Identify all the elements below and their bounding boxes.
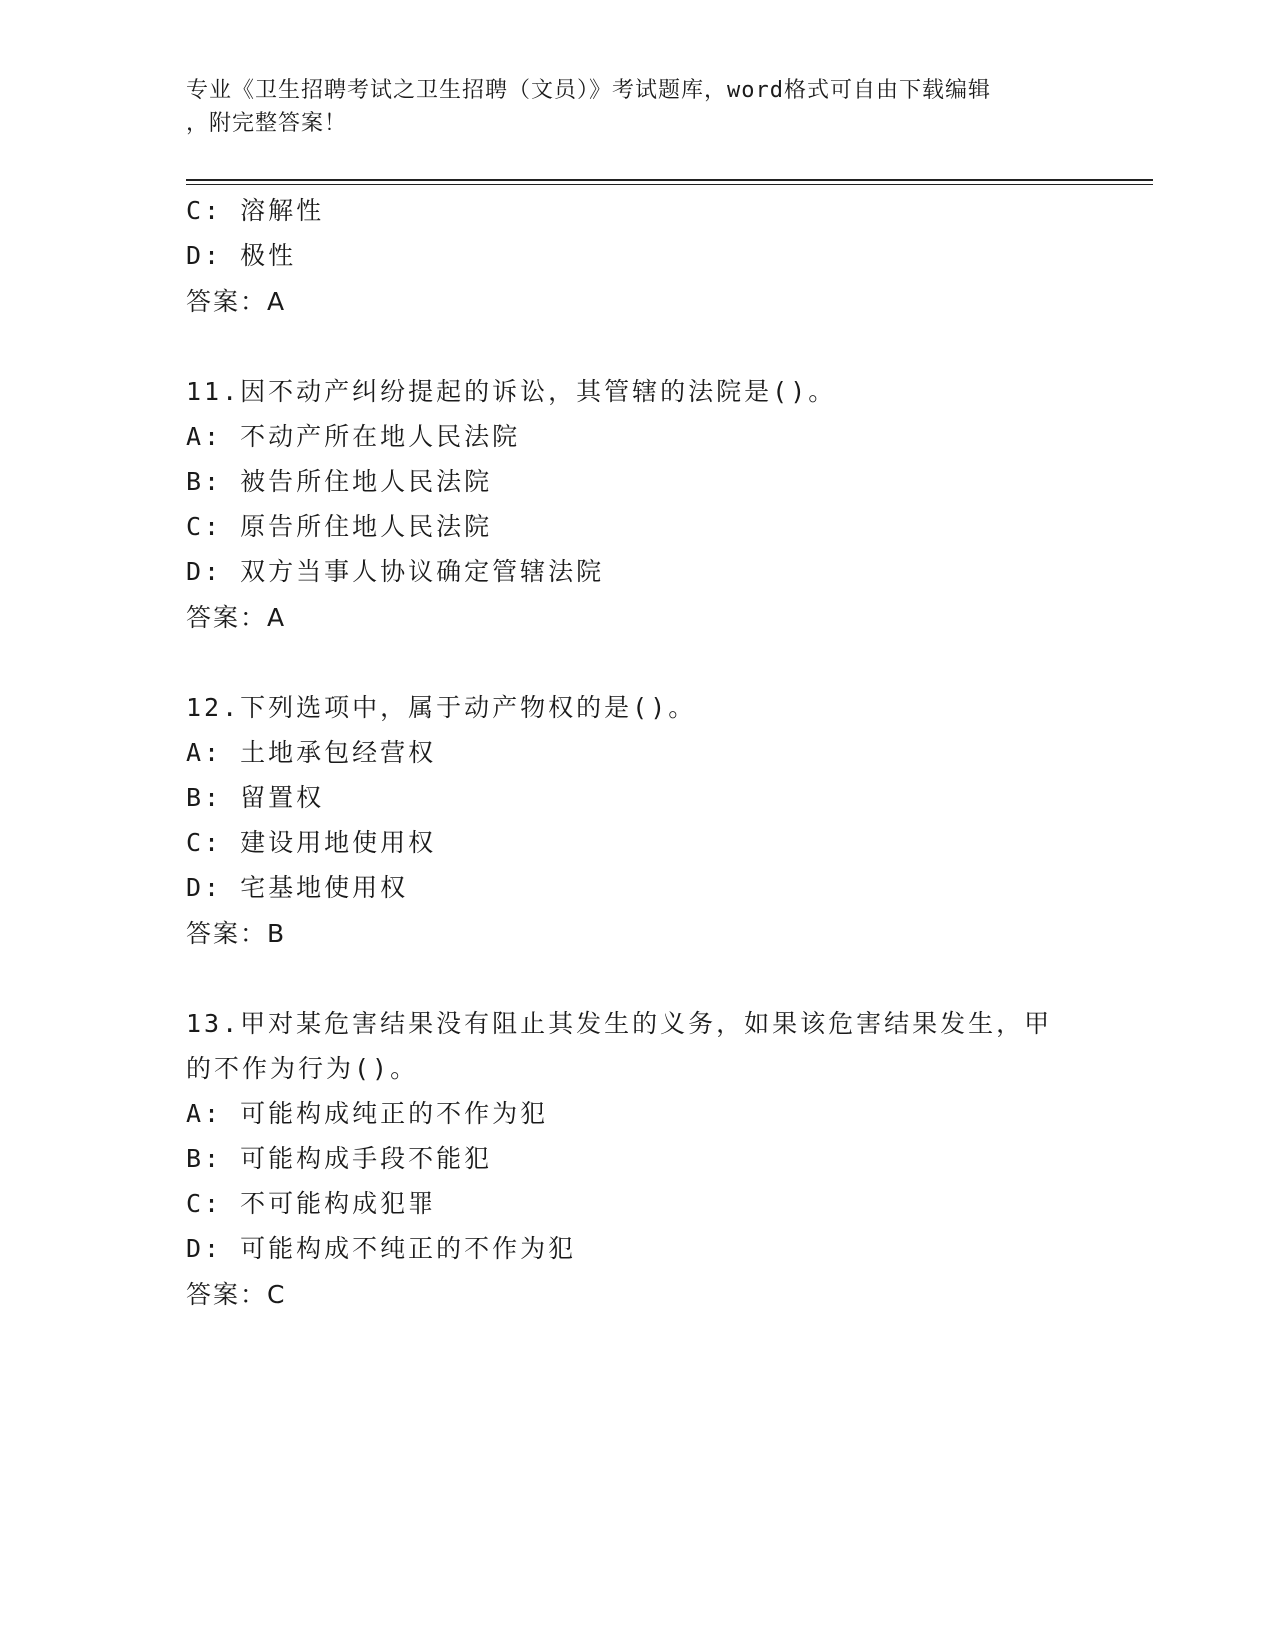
- answer-line: 答案：A: [186, 287, 287, 316]
- spacer: [186, 325, 1116, 369]
- option-d: D: 极性: [186, 241, 297, 270]
- answer-line: 答案：B: [186, 919, 287, 948]
- question-stem: 12.下列选项中，属于动产物权的是()。: [186, 693, 697, 722]
- question-stem: 11.因不动产纠纷提起的诉讼，其管辖的法院是()。: [186, 377, 837, 406]
- option-c: C: 不可能构成犯罪: [186, 1189, 437, 1218]
- answer-line: 答案：C: [186, 1280, 287, 1309]
- document-header: [186, 74, 1086, 140]
- option-d: D: 可能构成不纯正的不作为犯: [186, 1234, 577, 1263]
- option-b: B: 留置权: [186, 783, 325, 812]
- header-divider-thick: [186, 179, 1153, 181]
- spacer: [186, 957, 1116, 1001]
- question-list: [186, 188, 1116, 1318]
- answer-line: 答案：A: [186, 603, 287, 632]
- question-block-12: [186, 685, 1116, 957]
- question-stem-line-2: 的不作为行为()。: [186, 1054, 419, 1083]
- option-d: D: 双方当事人协议确定管辖法院: [186, 557, 605, 586]
- question-block-11: [186, 369, 1116, 641]
- header-divider-thin: [186, 184, 1153, 185]
- option-c: C: 原告所住地人民法院: [186, 512, 493, 541]
- spacer: [186, 641, 1116, 685]
- option-b: B: 被告所住地人民法院: [186, 467, 493, 496]
- option-c: C: 建设用地使用权: [186, 828, 437, 857]
- question-block-carryover: [186, 188, 1116, 325]
- option-d: D: 宅基地使用权: [186, 873, 409, 902]
- header-line-1: 专业《卫生招聘考试之卫生招聘（文员）》考试题库，word格式可自由下载编辑: [186, 78, 991, 103]
- option-b: B: 可能构成手段不能犯: [186, 1144, 493, 1173]
- option-a: A: 不动产所在地人民法院: [186, 422, 521, 451]
- option-a: A: 可能构成纯正的不作为犯: [186, 1099, 549, 1128]
- question-stem-line-1: 13.甲对某危害结果没有阻止其发生的义务，如果该危害结果发生，甲: [186, 1009, 1053, 1038]
- option-c: C: 溶解性: [186, 196, 325, 225]
- question-block-13: [186, 1001, 1116, 1318]
- option-a: A: 土地承包经营权: [186, 738, 437, 767]
- header-line-2: ，附完整答案！: [186, 111, 348, 136]
